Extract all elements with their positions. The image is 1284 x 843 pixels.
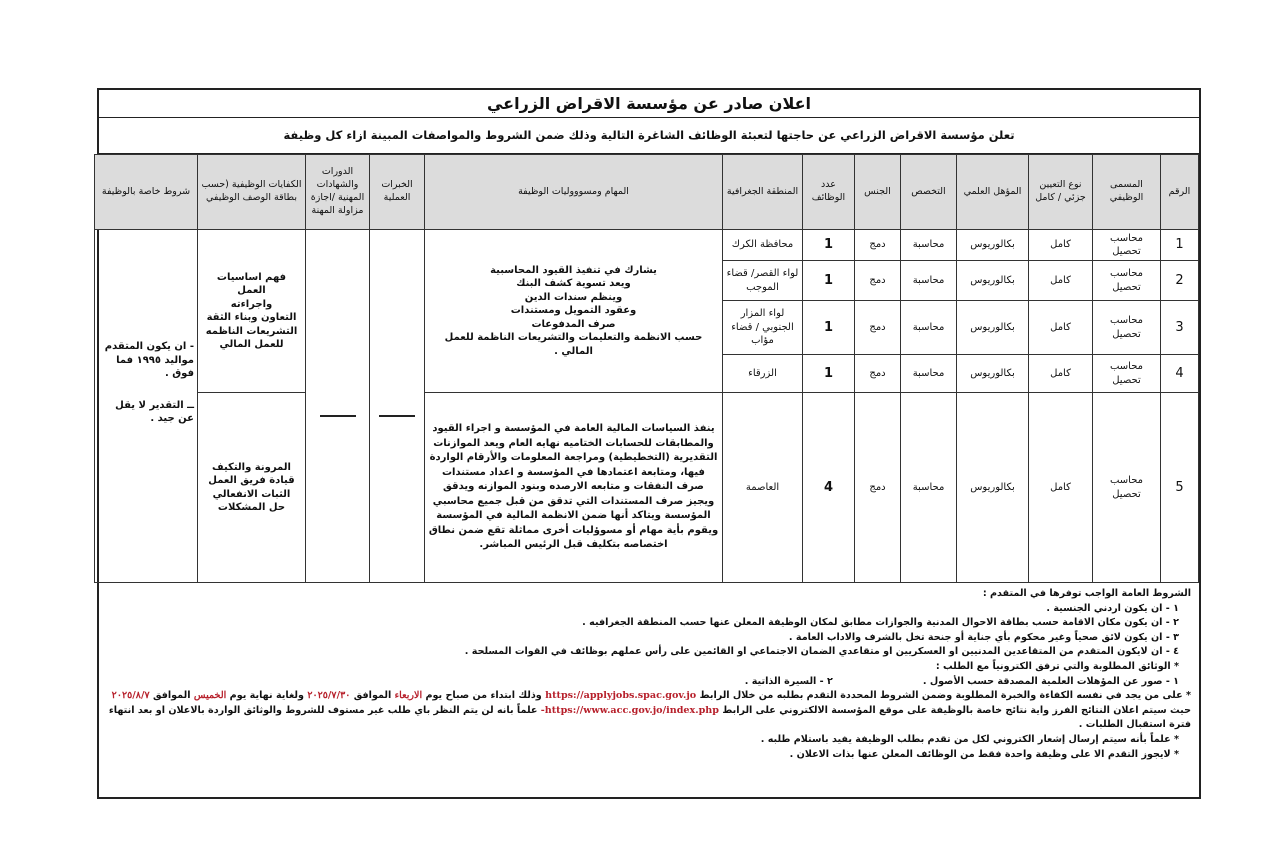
cell-competencies-group-b <box>198 393 306 583</box>
special-condition: ــ التقدير لا يقل عن جيد . <box>115 399 194 424</box>
cell-gender: دمج <box>855 261 901 301</box>
competency-line: واجراءته <box>230 298 273 310</box>
end-date: ٢٠٢٥/٨/٧ <box>111 690 150 702</box>
cell-gender: دمج <box>855 230 901 261</box>
duty-line: يشارك في تنفيذ القيود المحاسبية <box>490 264 657 276</box>
cell-number: 5 <box>1161 393 1199 583</box>
cell-qualification: بكالوريوس <box>957 355 1029 393</box>
end-day: الخميس <box>193 690 227 702</box>
duty-line: صرف المدفوعات <box>531 318 616 330</box>
results-suffix: علماً بانه لن يتم النظر باي طلب غير مستوف للشروط والوثائق الواردة بالاعلان او بعد انتهاء فترة استقبال الطلبات . <box>108 704 1191 731</box>
header-courses: الدورات والشهادات المهنية /اجازة مزاولة المهنة <box>306 155 370 230</box>
header-positions-count: عدد الوظائف <box>803 155 855 230</box>
cell-specialization: محاسبة <box>901 301 957 355</box>
competency-line: للعمل المالي <box>219 339 284 350</box>
cell-positions-count: 1 <box>803 230 855 261</box>
duty-line: حسب الانظمة والتعليمات والتشريعات الناظمة للعمل المالي . <box>444 332 703 357</box>
header-region: المنطقة الجغرافية <box>723 155 803 230</box>
job-announcement <box>97 88 1201 799</box>
cell-region: الزرقاء <box>723 355 803 393</box>
header-job-title: المسمى الوظيفي <box>1093 155 1161 230</box>
competency-line: فهم اساسيات العمل <box>216 271 287 296</box>
cell-number: 3 <box>1161 301 1199 355</box>
cell-gender: دمج <box>855 393 901 583</box>
apply-link[interactable]: https://applyjobs.spac.gov.jo <box>545 690 697 702</box>
header-duties: المهام ومسوووليات الوظيفة <box>425 155 723 230</box>
announcement-title: اعلان صادر عن مؤسسة الاقراض الزراعي <box>99 90 1199 118</box>
cell-appointment-type: كامل <box>1029 261 1093 301</box>
competency-line: التعاون وبناء الثقة <box>206 312 297 323</box>
competency-line: حل المشكلات <box>217 502 286 513</box>
duty-line: ويعد تسوية كشف البنك <box>516 278 631 290</box>
cell-region: محافظة الكرك <box>723 230 803 261</box>
table-header-row <box>95 155 1199 230</box>
cell-region: لواء المزار الجنوبي / قضاء مؤاب <box>723 301 803 355</box>
cell-region: لواء القصر/ قضاء الموجب <box>723 261 803 301</box>
announcement-intro: تعلن مؤسسة الاقراض الزراعي عن حاجتها لتعبئة الوظائف الشاغرة التالية وذلك ضمن الشروط والمواصفات المبينة ازاء كل وظيفة <box>99 118 1199 154</box>
header-gender: الجنس <box>855 155 901 230</box>
cell-job-title: محاسب تحصيل <box>1093 230 1161 261</box>
condition-item: ١ - ان يكون اردني الجنسية . <box>1046 602 1179 614</box>
header-appointment-type: نوع التعيين جزئي / كامل <box>1029 155 1093 230</box>
documents-list <box>105 675 1191 690</box>
cell-gender: دمج <box>855 355 901 393</box>
cell-specialization: محاسبة <box>901 355 957 393</box>
jobs-table <box>94 154 1199 583</box>
cell-job-title: محاسب تحصيل <box>1093 261 1161 301</box>
empty-dash <box>379 415 415 417</box>
results-link[interactable]: https://www.acc.gov.jo/index.php- <box>540 704 719 716</box>
apply-prefix: * على من يجد في نفسه الكفاءة والخبرة المطلوبة وضمن الشروط المحددة التقدم بطلبه من خلال الرابط <box>699 690 1191 702</box>
apply-text: الموافق <box>152 690 191 702</box>
cell-qualification: بكالوريوس <box>957 230 1029 261</box>
cell-specialization: محاسبة <box>901 230 957 261</box>
condition-item: ٤ - ان لايكون المتقدم من المتقاعدين المدنيين او العسكريين او متقاعدي الضمان الاجتماعي او القائمين على رأس عملهم بوظائف في القوات المسلحة . <box>464 646 1179 658</box>
note-item: * لايجوز التقدم الا على وظيفة واحدة فقط من الوظائف المعلن عنها بذات الاعلان . <box>789 748 1179 760</box>
table-row <box>95 230 1199 261</box>
condition-item: ٢ - ان يكون مكان الاقامة حسب بطاقة الاحوال المدنية والجوازات مطابق لمكان الوظيفة المعلن عنها حسب المنطقة الجغرافيه . <box>582 617 1179 629</box>
cell-appointment-type: كامل <box>1029 301 1093 355</box>
header-number: الرقم <box>1161 155 1199 230</box>
cell-positions-count: 1 <box>803 355 855 393</box>
condition-item: ٣ - ان يكون لائق صحياً وغير محكوم بأي جناية أو جنحة تخل بالشرف والاداب العامة . <box>788 631 1179 643</box>
cell-competencies-group-a <box>198 230 306 393</box>
cell-number: 4 <box>1161 355 1199 393</box>
competency-line: الثبات الانفعالي <box>212 488 291 500</box>
apply-text: وذلك ابتداء من صباح يوم <box>425 690 542 702</box>
cell-special-conditions <box>95 230 198 583</box>
apply-instructions <box>105 689 1191 704</box>
general-conditions <box>99 583 1199 762</box>
conditions-heading: الشروط العامة الواجب توفرها في المتقدم : <box>982 588 1191 599</box>
competency-line: المرونة والتكيف <box>212 461 291 473</box>
cell-experience <box>370 230 425 583</box>
apply-text: الموافق <box>353 690 392 702</box>
duty-line: وعقود التمويل ومستندات <box>510 305 637 317</box>
results-prefix: حيث سيتم اعلان النتائج الفرز واية نتائج خاصة بالوظيفة على موقع المؤسسة الالكتروني على الرابط <box>722 704 1191 716</box>
competency-line: قيادة فريق العمل <box>208 475 295 486</box>
header-qualification: المؤهل العلمي <box>957 155 1029 230</box>
competency-line: التشريعات الناظمه <box>205 325 298 337</box>
duty-line: وينظم سندات الدين <box>524 291 623 303</box>
cell-qualification: بكالوريوس <box>957 261 1029 301</box>
cell-courses <box>306 230 370 583</box>
cell-duties-group-b: ينفذ السياسات المالية العامة في المؤسسة و اجراء القيود والمطابقات للحسابات الختاميه نهايه العام ويعد الموازنات التقديرية (التخطيطية) ومراجعة المعلومات والأرقام الواردة فيها، ومتابعة اعتمادها في المؤسسة و اعداد مستندات صرف النفقات و متابعه الارصده وبنود الموازنه ويدقق ويجيز صرف المستندات التي تدقق من قبل جميع محاسبي المؤسسة ويتاكد أنها ضمن الانظمة المالية في المؤسسة ويقوم بأية مهام أو مسوؤليات أخرى مماثلة تقع ضمن نطاق اختصاصه بتكليف قبل الرئيس المباشر. <box>425 393 723 583</box>
cell-number: 1 <box>1161 230 1199 261</box>
results-instructions <box>105 704 1191 733</box>
start-date: ٢٠٢٥/٧/٣٠ <box>307 690 351 702</box>
special-condition: - ان يكون المتقدم مواليد ١٩٩٥ فما فوق . <box>104 341 194 379</box>
document-item: ٢ - السيرة الذاتية . <box>744 675 833 687</box>
cell-specialization: محاسبة <box>901 261 957 301</box>
cell-qualification: بكالوريوس <box>957 301 1029 355</box>
cell-job-title: محاسب تحصيل <box>1093 393 1161 583</box>
cell-appointment-type: كامل <box>1029 355 1093 393</box>
cell-gender: دمج <box>855 301 901 355</box>
header-specialization: التخصص <box>901 155 957 230</box>
cell-qualification: بكالوريوس <box>957 393 1029 583</box>
cell-positions-count: 1 <box>803 301 855 355</box>
cell-region: العاصمة <box>723 393 803 583</box>
documents-heading: * الوثائق المطلوبة والتي ترفق الكترونياً مع الطلب : <box>935 660 1179 672</box>
cell-job-title: محاسب تحصيل <box>1093 355 1161 393</box>
cell-appointment-type: كامل <box>1029 230 1093 261</box>
note-item: * علماً بأنه سيتم إرسال إشعار الكتروني لكل من تقدم بطلب الوظيفة يفيد باستلام طلبه . <box>760 733 1179 745</box>
table-row <box>95 393 1199 583</box>
cell-appointment-type: كامل <box>1029 393 1093 583</box>
document-item: ١ - صور عن المؤهلات العلمية المصدقة حسب الأصول . <box>922 675 1179 687</box>
cell-positions-count: 1 <box>803 261 855 301</box>
cell-duties-group-a <box>425 230 723 393</box>
apply-text: ولغاية نهاية يوم <box>229 690 304 702</box>
cell-specialization: محاسبة <box>901 393 957 583</box>
empty-dash <box>320 415 356 417</box>
cell-positions-count: 4 <box>803 393 855 583</box>
header-experience: الخبرات العملية <box>370 155 425 230</box>
start-day: الاربعاء <box>394 690 423 702</box>
cell-job-title: محاسب تحصيل <box>1093 301 1161 355</box>
header-special-conditions: شروط خاصة بالوظيفة <box>95 155 198 230</box>
header-competencies: الكفايات الوظيفية (حسب بطاقة الوصف الوظيفي <box>198 155 306 230</box>
cell-number: 2 <box>1161 261 1199 301</box>
